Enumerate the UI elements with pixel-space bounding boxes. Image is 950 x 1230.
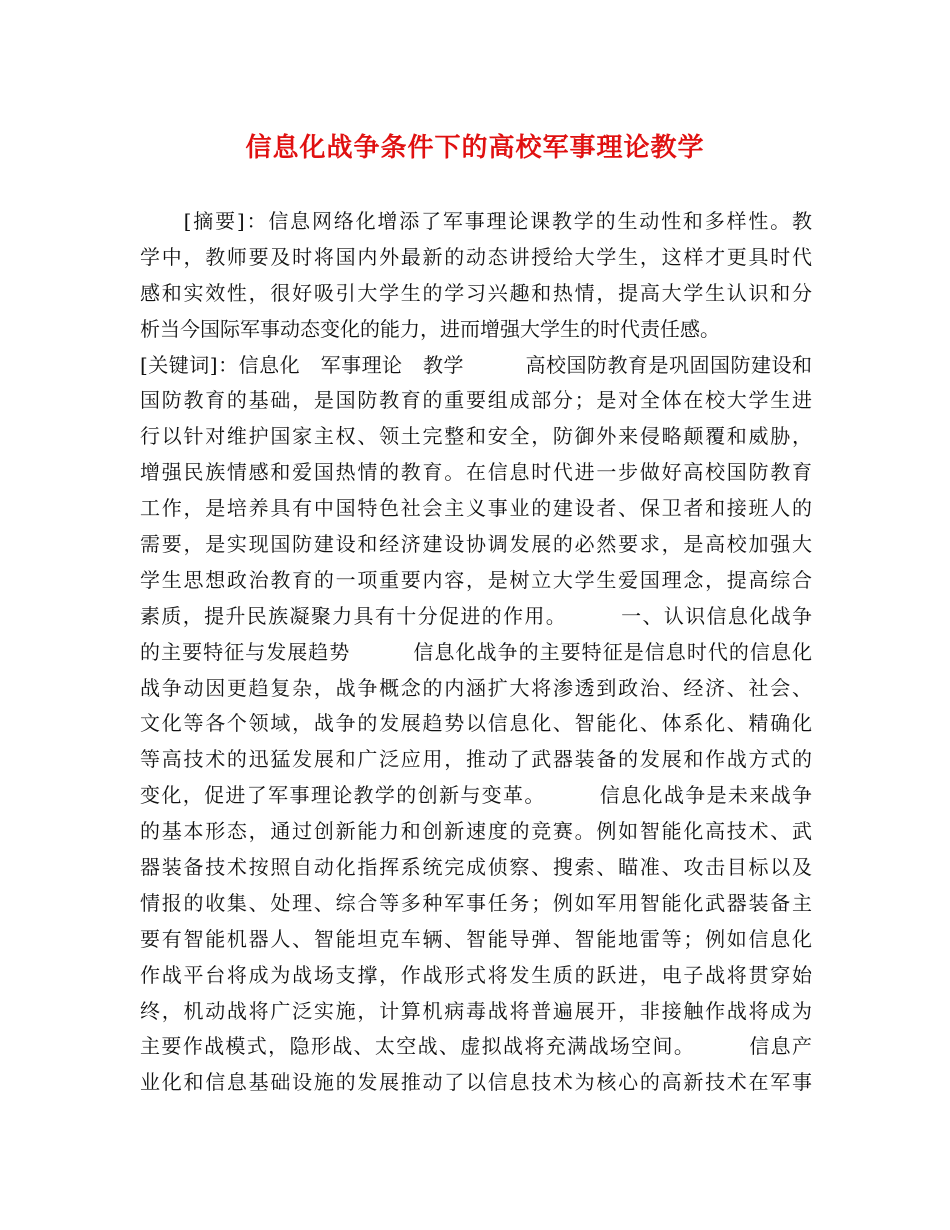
body-line: 学生思想政治教育的一项重要内容，是树立大学生爱国理念，提高综合 (140, 567, 812, 592)
body-line: [摘要]：信息网络化增添了军事理论课教学的生动性和多样性。教 (140, 209, 812, 233)
body-line: 需要，是实现国防建设和经济建设协调发展的必然要求，是高校加强大 (140, 532, 812, 557)
body-line: 文化等各个领域，战争的发展趋势以信息化、智能化、体系化、精确化 (140, 711, 812, 736)
body-line: 主要作战模式，隐形战、太空战、虚拟战将充满战场空间。 信息产 (140, 1034, 812, 1059)
body-line: 的基本形态，通过创新能力和创新速度的竞赛。例如智能化高技术、武 (140, 819, 812, 844)
document-body (140, 204, 812, 1101)
body-line: 行以针对维护国家主权、领土完整和安全，防御外来侵略颠覆和威胁， (140, 424, 812, 449)
body-line: 情报的收集、处理、综合等多种军事任务；例如军用智能化武器装备主 (140, 890, 812, 915)
body-line: 工作，是培养具有中国特色社会主义事业的建设者、保卫者和接班人的 (140, 496, 812, 521)
body-line: 变化，促进了军事理论教学的创新与变革。 信息化战争是未来战争 (140, 783, 812, 808)
body-line: 增强民族情感和爱国热情的教育。在信息时代进一步做好高校国防教育 (140, 460, 812, 485)
body-line: 终，机动战将广泛实施，计算机病毒战将普遍展开，非接触作战将成为 (140, 998, 812, 1023)
body-line: 的主要特征与发展趋势 信息化战争的主要特征是信息时代的信息化 (140, 639, 812, 664)
body-line: 析当今国际军事动态变化的能力，进而增强大学生的时代责任感。 (140, 316, 720, 341)
body-line: 素质，提升民族凝聚力具有十分促进的作用。 一、认识信息化战争 (140, 603, 812, 628)
body-line: 器装备技术按照自动化指挥系统完成侦察、搜索、瞄准、攻击目标以及 (140, 855, 812, 880)
body-line: 国防教育的基础，是国防教育的重要组成部分；是对全体在校大学生进 (140, 388, 812, 413)
body-line: 等高技术的迅猛发展和广泛应用，推动了武器装备的发展和作战方式的 (140, 747, 812, 772)
document-title: 信息化战争条件下的高校军事理论教学 (245, 133, 705, 163)
body-line: 作战平台将成为战场支撑，作战形式将发生质的跃进，电子战将贯穿始 (140, 962, 812, 987)
body-line: 感和实效性，很好吸引大学生的学习兴趣和热情，提高大学生认识和分 (140, 280, 812, 305)
body-line: 学中，教师要及时将国内外最新的动态讲授给大学生，这样才更具时代 (140, 244, 812, 269)
body-line: 业化和信息基础设施的发展推动了以信息技术为核心的高新技术在军事 (140, 1070, 812, 1095)
body-line: [关键词]：信息化 军事理论 教学 高校国防教育是巩固国防建设和 (140, 352, 812, 377)
body-line: 要有智能机器人、智能坦克车辆、智能导弹、智能地雷等；例如信息化 (140, 926, 812, 951)
body-line: 战争动因更趋复杂，战争概念的内涵扩大将渗透到政治、经济、社会、 (140, 675, 812, 700)
